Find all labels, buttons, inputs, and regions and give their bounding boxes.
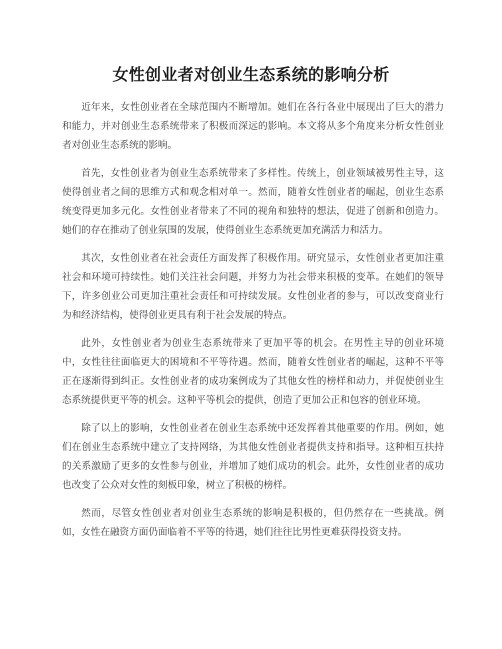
document-title: 女性创业者对创业生态系统的影响分析 [112, 65, 390, 84]
paragraph-challenges: 然而，尽管女性创业者对创业生态系统的影响是积极的，但仍然存在一些挑战。例如，女性在融资方面仍面临着不平等的待遇，她们往往比男性更难获得投资支持。 [62, 508, 444, 538]
paragraph-support-network: 除了以上的影响，女性创业者在创业生态系统中还发挥着其他重要的作用。例如，她们在创业生态系统中建立了支持网络，为其他女性创业者提供支持和指导。这种相互扶持的关系激励了更多的女性参与创业，并增加了她们成功的机会。此外，女性创业者的成功也改变了公众对女性的刻板印象，树立了积极的榜样。 [62, 423, 444, 491]
paragraph-intro: 近年来，女性创业者在全球范围内不断增加。她们在各行各业中展现出了巨大的潜力和能力，并对创业生态系统带来了积极而深远的影响。本文将从多个角度来分析女性创业者对创业生态系统的影响。 [62, 102, 444, 151]
paragraph-equal-opportunity: 此外，女性创业者为创业生态系统带来了更加平等的机会。在男性主导的创业环境中，女性往往面临更大的困境和不平等待遇。然而，随着女性创业者的崛起，这种不平等正在逐渐得到纠正。女性创业者的成功案例成为了其他女性的榜样和动力，并促使创业生态系统提供更平等的机会。这种平等机会的提供，创造了更加公正和包容的创业环境。 [62, 338, 444, 406]
document-body [62, 98, 444, 551]
paragraph-social-responsibility: 其次，女性创业者在社会责任方面发挥了积极作用。研究显示，女性创业者更加注重社会和环境可持续性。她们关注社会问题，并努力为社会带来积极的变革。在她们的领导下，许多创业公司更加注重社会责任和可持续发展。女性创业者的参与，可以改变商业行为和经济结构，使得创业更具有利于社会发展的特点。 [62, 253, 444, 321]
paragraph-diversity: 首先，女性创业者为创业生态系统带来了多样性。传统上，创业领域被男性主导，这使得创业者之间的思维方式和观念相对单一。然而，随着女性创业者的崛起，创业生态系统变得更加多元化。女性创业者带来了不同的视角和独特的想法，促进了创新和创造力。她们的存在推动了创业氛围的发展，使得创业生态系统更加充满活力和活力。 [62, 168, 444, 236]
